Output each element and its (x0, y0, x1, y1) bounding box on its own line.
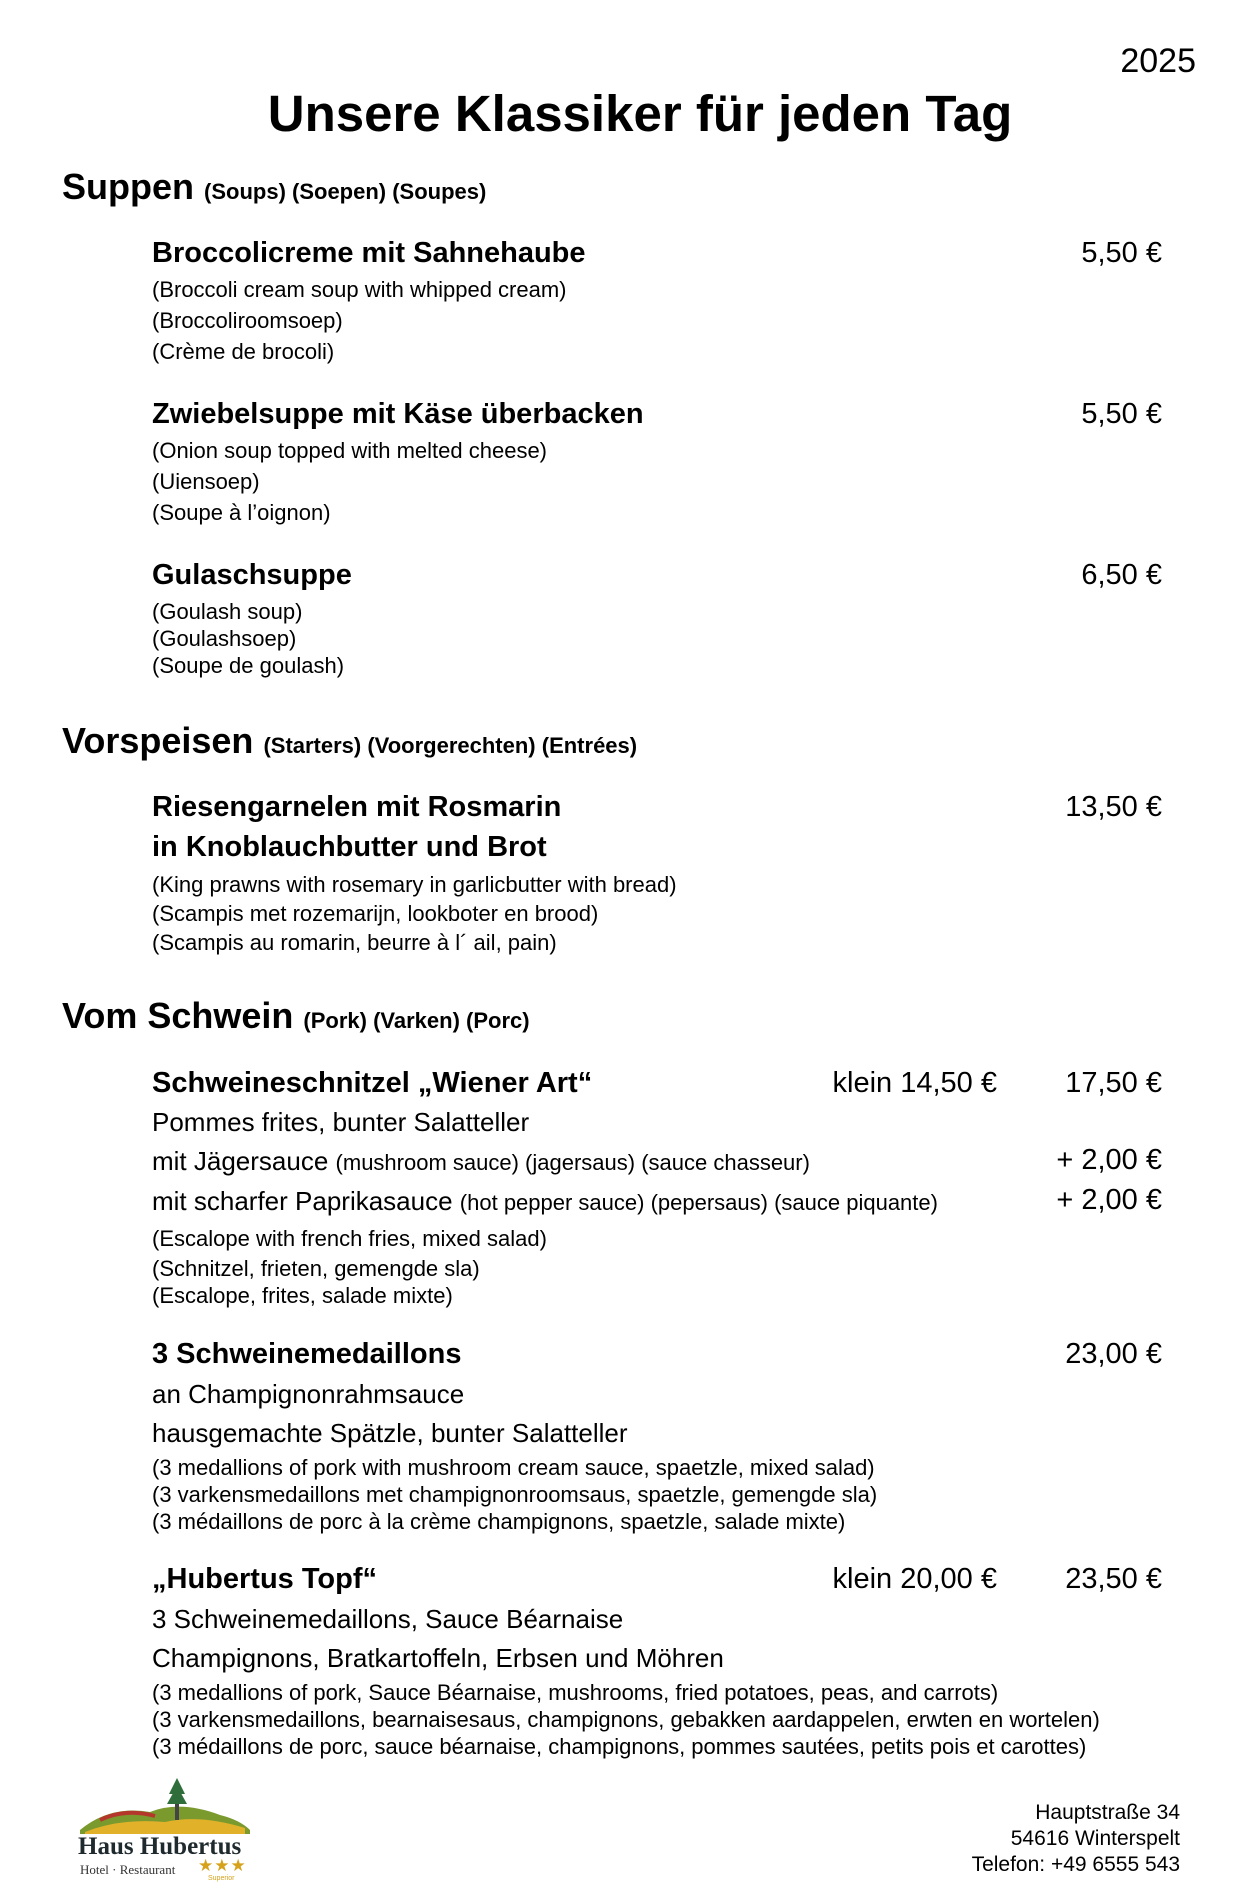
dish-translation: (King prawns with rosemary in garlicbutter with bread) (152, 872, 677, 897)
dish-price: 5,50 € (1081, 398, 1162, 430)
section-name: Suppen (62, 166, 194, 207)
dish-translation: (3 medallions of pork with mushroom cream sauce, spaetzle, mixed salad) (152, 1455, 875, 1480)
dish-name: Gulaschsuppe (152, 559, 352, 591)
dish-description: Pommes frites, bunter Salatteller (152, 1107, 530, 1137)
dish-price: 17,50 € (1065, 1067, 1162, 1099)
dish-translation: (Uiensoep) (152, 469, 260, 494)
section-heading-schwein (62, 995, 530, 1037)
extra-price: + 2,00 € (1056, 1144, 1162, 1176)
dish-translation: (Broccoli cream soup with whipped cream) (152, 277, 567, 302)
extra-name: mit scharfer Paprikasauce (152, 1186, 453, 1216)
logo-subtitle: Hotel · Restaurant (80, 1862, 176, 1877)
dish-price: 13,50 € (1065, 791, 1162, 823)
section-name: Vom Schwein (62, 995, 294, 1036)
logo-name: Haus Hubertus (78, 1833, 242, 1860)
dish-translation: (Schnitzel, frieten, gemengde sla) (152, 1256, 480, 1281)
dish-translation: (3 medallions of pork, Sauce Béarnaise, mushrooms, fried potatoes, peas, and carrots) (152, 1680, 999, 1705)
section-heading-suppen (62, 166, 486, 208)
dish-translation: (Goulashsoep) (152, 626, 297, 651)
logo-superior: Superior (208, 1875, 235, 1882)
dish-name-line2: in Knoblauchbutter und Brot (152, 831, 547, 863)
section-name: Vorspeisen (62, 720, 254, 761)
extra-price: + 2,00 € (1056, 1184, 1162, 1216)
dish-name: „Hubertus Topf“ (152, 1563, 377, 1595)
dish-extra-option (152, 1186, 938, 1217)
dish-price: 5,50 € (1081, 237, 1162, 269)
dish-small-price: klein 20,00 € (832, 1563, 997, 1595)
dish-name: Broccolicreme mit Sahnehaube (152, 237, 586, 269)
dish-translation: (Broccoliroomsoep) (152, 308, 343, 333)
dish-name: Schweineschnitzel „Wiener Art“ (152, 1067, 593, 1099)
dish-name: Zwiebelsuppe mit Käse überbacken (152, 398, 644, 430)
section-translations: (Pork) (Varken) (Porc) (303, 1008, 530, 1033)
dish-translation: (Soupe de goulash) (152, 653, 345, 678)
dish-translation: (3 médaillons de porc, sauce béarnaise, champignons, pommes sautées, petits pois et carottes) (152, 1734, 1087, 1759)
dish-translation: (3 médaillons de porc à la crème champignons, spaetzle, salade mixte) (152, 1509, 846, 1534)
section-translations: (Soups) (Soepen) (Soupes) (204, 179, 487, 204)
dish-small-price: klein 14,50 € (832, 1067, 997, 1099)
dish-translation: (Escalope with french fries, mixed salad) (152, 1226, 547, 1251)
extra-translation: (hot pepper sauce) (pepersaus) (sauce piquante) (459, 1190, 938, 1215)
dish-translation: (Crème de brocoli) (152, 339, 335, 364)
dish-translation: (Goulash soup) (152, 599, 303, 624)
dish-description: Champignons, Bratkartoffeln, Erbsen und Möhren (152, 1643, 724, 1673)
address-phone: Telefon: +49 6555 543 (971, 1853, 1180, 1876)
page-title: Unsere Klassiker für jeden Tag (267, 85, 1013, 142)
logo-stars: ★★★ (198, 1856, 247, 1875)
section-translations: (Starters) (Voorgerechten) (Entrées) (263, 733, 638, 758)
dish-translation: (Escalope, frites, salade mixte) (152, 1283, 453, 1308)
dish-translation: (Scampis au romarin, beurre à l´ ail, pain) (152, 930, 557, 955)
dish-price: 6,50 € (1081, 559, 1162, 591)
dish-description: hausgemachte Spätzle, bunter Salatteller (152, 1418, 628, 1448)
dish-name: 3 Schweinemedaillons (152, 1338, 462, 1370)
menu-year: 2025 (1120, 42, 1196, 80)
dish-description: an Champignonrahmsauce (152, 1379, 465, 1409)
dish-price: 23,50 € (1065, 1563, 1162, 1595)
extra-translation: (mushroom sauce) (jagersaus) (sauce chasseur) (335, 1150, 810, 1175)
dish-translation: (Scampis met rozemarijn, lookboter en brood) (152, 901, 599, 926)
dish-price: 23,00 € (1065, 1338, 1162, 1370)
dish-translation: (3 varkensmedaillons met champignonroomsaus, spaetzle, gemengde sla) (152, 1482, 878, 1507)
dish-name: Riesengarnelen mit Rosmarin (152, 791, 562, 823)
address-block (972, 1800, 1180, 1878)
dish-translation: (Onion soup topped with melted cheese) (152, 438, 548, 463)
dish-translation: (3 varkensmedaillons, bearnaisesaus, champignons, gebakken aardappelen, erwten en wortelen) (152, 1707, 1100, 1732)
address-street: Hauptstraße 34 (1035, 1801, 1180, 1824)
dish-extra-option (152, 1146, 810, 1177)
dish-description: 3 Schweinemedaillons, Sauce Béarnaise (152, 1604, 624, 1634)
extra-name: mit Jägersauce (152, 1146, 329, 1176)
section-heading-vorspeisen (62, 720, 637, 762)
address-city: 54616 Winterspelt (1010, 1827, 1180, 1850)
dish-translation: (Soupe à l’oignon) (152, 500, 331, 525)
